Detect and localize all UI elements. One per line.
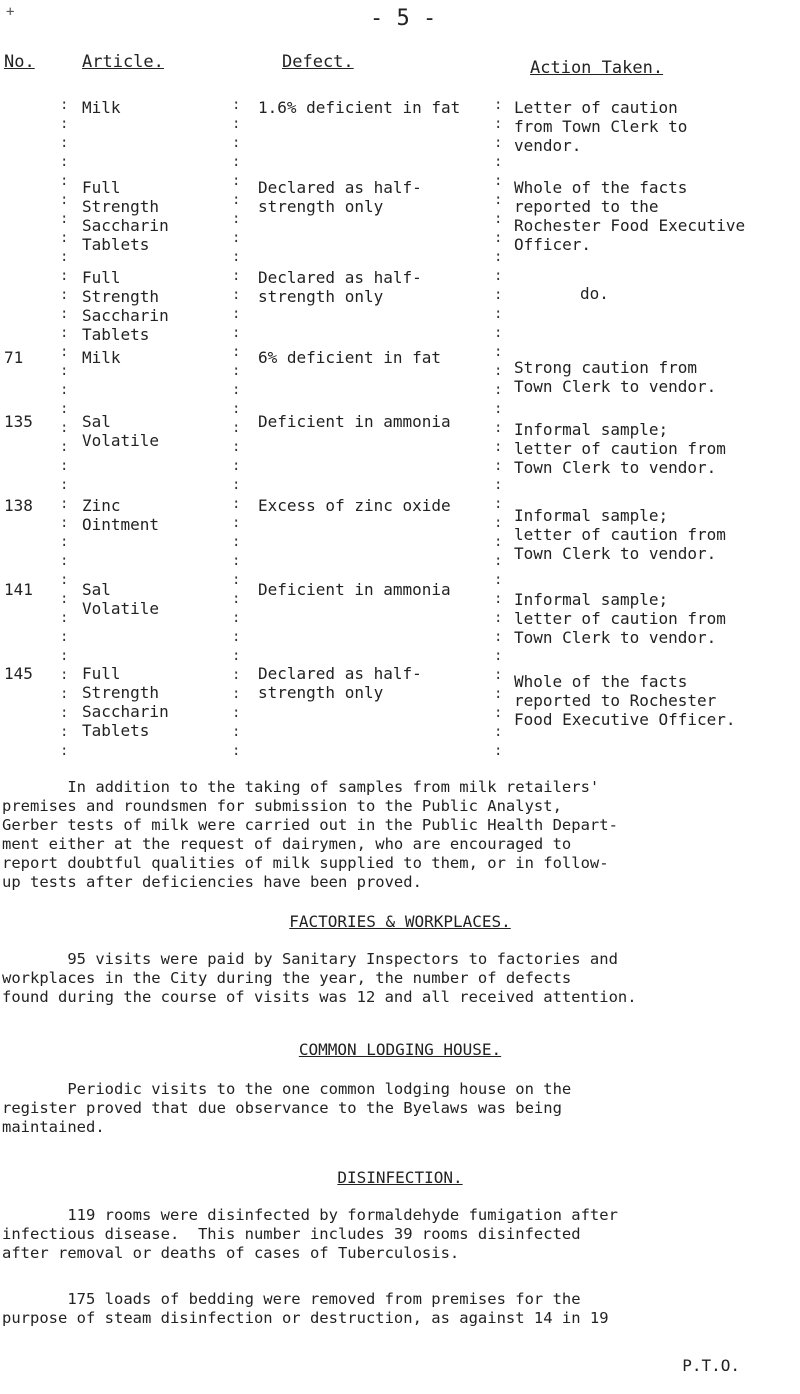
row-article: Zinc Ointment (82, 496, 160, 534)
row-action: Strong caution from Town Clerk to vendor. (514, 358, 717, 396)
row-article: Milk (82, 348, 121, 367)
section-title-factories: FACTORIES & WORKPLACES. (289, 912, 511, 931)
row-defect: Deficient in ammonia (258, 580, 451, 599)
row-defect: Excess of zinc oxide (258, 496, 451, 515)
page-number: - 5 - (370, 6, 437, 31)
row-defect: Deficient in ammonia (258, 412, 451, 431)
header-no: No. (4, 52, 35, 72)
row-article: Full Strength Saccharin Tablets (82, 178, 169, 254)
row-defect: 6% deficient in fat (258, 348, 442, 367)
header-action: Action Taken. (530, 58, 664, 78)
row-action: Informal sample; letter of caution from Town Clerk to vendor. (514, 506, 726, 563)
column-separator: : : : : : : : : : : : : : : : : : : : : : : : : : : : : : : : : : : : (60, 97, 69, 759)
row-defect: Declared as half- strength only (258, 268, 422, 306)
row-article: Full Strength Saccharin Tablets (82, 664, 169, 740)
row-action: Whole of the facts reported to Rochester Food Executive Officer. (514, 672, 736, 729)
row-article: Sal Volatile (82, 412, 160, 450)
footer-pto: P.T.O. (682, 1356, 740, 1375)
disinfection-paragraph-2: 175 loads of bedding were removed from premises for the purpose of steam disinfection or destruction, as against 14 in 19 (2, 1290, 609, 1327)
header-defect: Defect. (282, 52, 354, 72)
margin-mark: + (6, 4, 15, 20)
row-article: Milk (82, 98, 121, 117)
row-defect: Declared as half- strength only (258, 178, 422, 216)
disinfection-paragraph-1: 119 rooms were disinfected by formaldehyde fumigation after infectious disease. This number includes 39 rooms disinfected after removal or deaths of cases of Tuberculosis. (2, 1206, 618, 1262)
row-action: Letter of caution from Town Clerk to vendor. (514, 98, 688, 155)
row-action: do. (580, 284, 609, 303)
section-title-lodging: COMMON LODGING HOUSE. (298, 1040, 502, 1059)
column-separator: : : : : : : : : : : : : : : : : : : : : : : : : : : : : : : : : : : : (232, 97, 241, 759)
row-defect: 1.6% deficient in fat (258, 98, 461, 117)
row-no: 71 (4, 348, 24, 367)
row-action: Informal sample; letter of caution from Town Clerk to vendor. (514, 420, 726, 477)
lodging-paragraph: Periodic visits to the one common lodging house on the register proved that due observance to the Byelaws was being maintained. (2, 1080, 572, 1136)
row-action: Whole of the facts reported to the Rochester Food Executive Officer. (514, 178, 746, 254)
column-separator: : : : : : : : : : : : : : : : : : : : : : : : : : : : : : : : : : : : (494, 97, 503, 759)
section-title-disinfection: DISINFECTION. (337, 1168, 463, 1187)
row-no: 135 (4, 412, 33, 431)
row-article: Sal Volatile (82, 580, 160, 618)
row-article: Full Strength Saccharin Tablets (82, 268, 169, 344)
row-no: 145 (4, 664, 33, 683)
row-action: Informal sample; letter of caution from Town Clerk to vendor. (514, 590, 726, 647)
header-article: Article. (82, 52, 164, 72)
sampling-paragraph: In addition to the taking of samples from milk retailers' premises and roundsmen for submission to the Public Analyst, Gerber tests of milk were carried out in the Public Health Depart- ment either at the request of dairymen, who are encouraged to report doubtful qualities of milk supplied to them, or in follow- up tests after deficiencies have been proved. (2, 778, 618, 891)
factories-paragraph: 95 visits were paid by Sanitary Inspectors to factories and workplaces in the City during the year, the number of defects found during the course of visits was 12 and all received attention. (2, 950, 637, 1006)
row-no: 138 (4, 496, 33, 515)
row-no: 141 (4, 580, 33, 599)
row-defect: Declared as half- strength only (258, 664, 422, 702)
